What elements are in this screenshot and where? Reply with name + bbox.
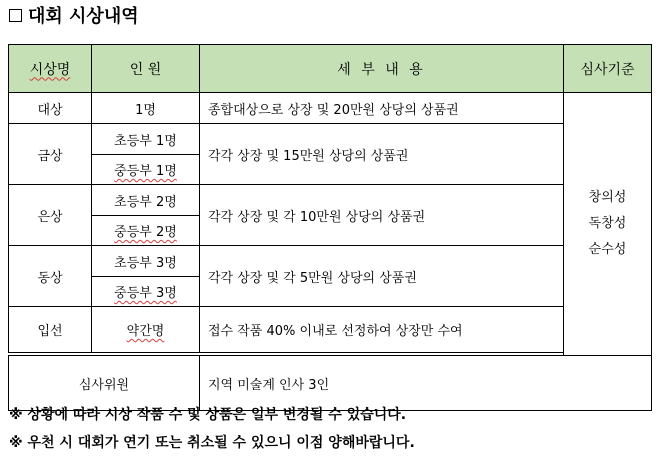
details-honorable: 접수 작품 40% 이내로 선정하여 상장만 수여 [200,307,564,353]
people-grand: 1명 [92,93,200,124]
section-title-text: 대회 시상내역 [28,6,139,27]
details-gold: 각각 상장 및 15만원 상당의 상품권 [200,124,564,185]
people-bronze-middle: 중등부 3명 [92,277,200,307]
table-row-judges [9,356,652,411]
table-row-honorable [9,307,652,353]
header-award: 시상명 [9,45,92,93]
criteria-creativity: 창의성 [588,190,627,205]
criteria-purity: 순수성 [588,242,627,257]
checkbox-square-icon [9,9,22,22]
judges-label: 심사위원 [9,356,200,411]
criteria-originality: 독창성 [588,216,627,231]
table-header-row [9,45,652,93]
people-gold-middle: 중등부 1명 [92,155,200,185]
people-silver-elementary: 초등부 2명 [92,185,200,216]
header-details: 세 부 내 용 [200,45,564,93]
people-honorable: 약간명 [92,307,200,353]
people-silver-middle: 중등부 2명 [92,216,200,246]
note-weather: ※ 우천 시 대회가 연기 또는 취소될 수 있으니 이점 양해바랍니다. [9,435,415,451]
header-people: 인 원 [92,45,200,93]
table-row-grand [9,93,652,124]
awards-table [8,44,652,411]
note-change: ※ 상황에 따라 시상 작품 수 및 상품은 일부 변경될 수 있습니다. [9,407,407,423]
table-row-gold-elementary [9,124,652,155]
award-gold: 금상 [9,124,92,185]
award-silver: 은상 [9,185,92,246]
table-row-bronze-elementary [9,246,652,277]
details-grand: 종합대상으로 상장 및 20만원 상당의 상품권 [200,93,564,124]
criteria-cell [564,93,652,356]
award-bronze: 동상 [9,246,92,307]
details-bronze: 각각 상장 및 각 5만원 상당의 상품권 [200,246,564,307]
header-criteria: 심사기준 [564,45,652,93]
table-row-silver-elementary [9,185,652,216]
section-title [9,2,139,28]
details-silver: 각각 상장 및 각 10만원 상당의 상품권 [200,185,564,246]
people-bronze-elementary: 초등부 3명 [92,246,200,277]
award-honorable: 입선 [9,307,92,353]
judges-value: 지역 미술계 인사 3인 [200,356,652,411]
award-grand: 대상 [9,93,92,124]
people-gold-elementary: 초등부 1명 [92,124,200,155]
